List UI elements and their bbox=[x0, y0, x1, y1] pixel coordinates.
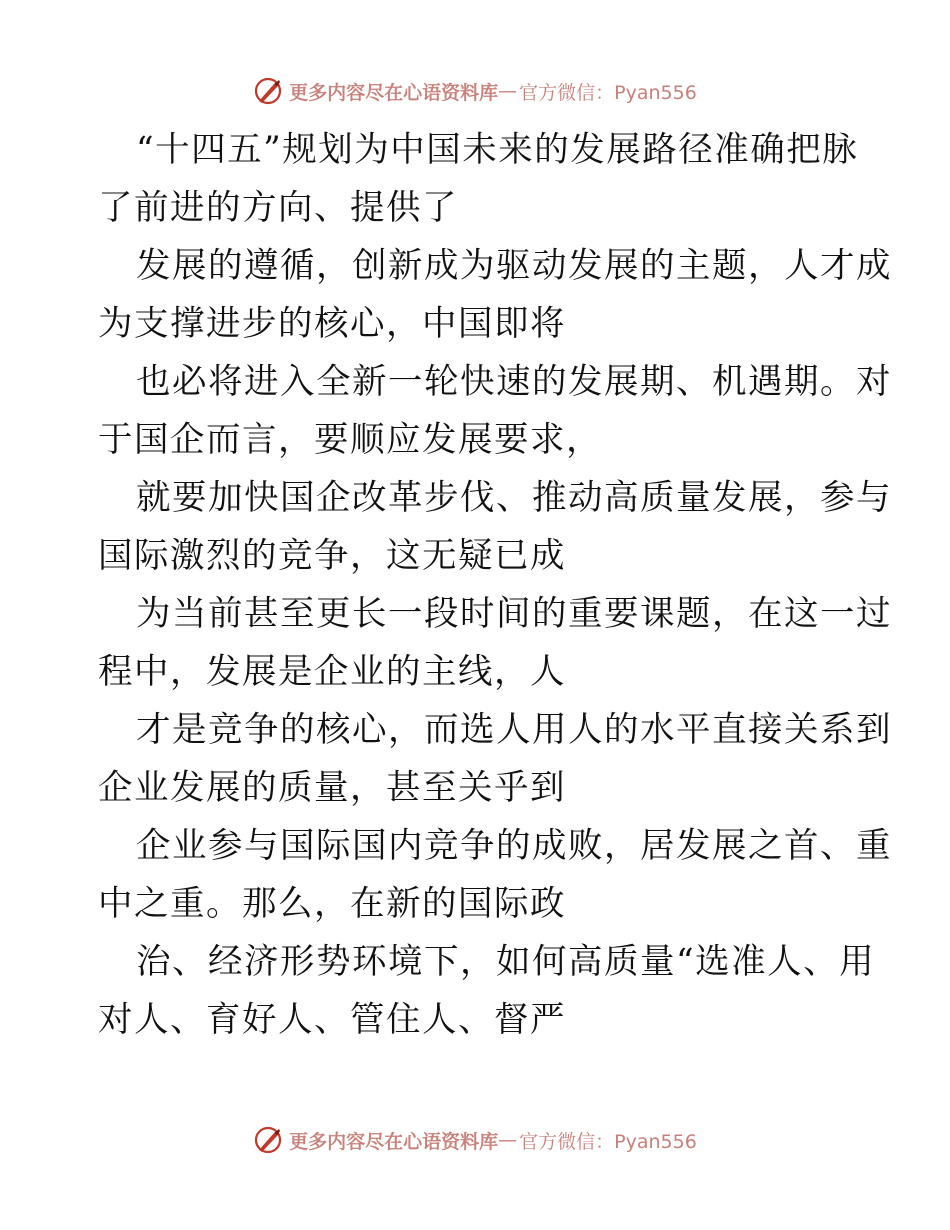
header-watermark bbox=[0, 73, 950, 109]
quill-logo-icon bbox=[253, 76, 283, 106]
watermark-text: 更多内容尽在心语资料库 bbox=[289, 81, 499, 104]
paragraph-line: 中之重。那么，在新的国际政 bbox=[98, 884, 566, 924]
paragraph-line: 程中，发展是企业的主线，人 bbox=[98, 652, 566, 692]
paragraph bbox=[98, 701, 892, 817]
paragraph bbox=[98, 933, 876, 1049]
paragraph bbox=[98, 353, 892, 469]
watermark-dash: — bbox=[498, 80, 518, 102]
paragraph-line: 才是竞争的核心，而选人用人的水平直接关系到 bbox=[136, 710, 892, 750]
paragraph-line: 于国企而言，要顺应发展要求， bbox=[98, 420, 602, 460]
paragraph-line: 对人、育好人、管住人、督严 bbox=[98, 1000, 566, 1040]
paragraph-line: 企业参与国际国内竞争的成败，居发展之首、重 bbox=[136, 826, 892, 866]
paragraph-line: 为支撑进步的核心，中国即将 bbox=[98, 304, 566, 344]
paragraph-line: 发展的遵循，创新成为驱动发展的主题，人才成 bbox=[136, 246, 892, 286]
paragraph-line: 了前进的方向、提供了 bbox=[98, 188, 458, 228]
paragraph-line: 为当前甚至更长一段时间的重要课题，在这一过 bbox=[136, 594, 892, 634]
paragraph bbox=[98, 469, 892, 585]
watermark-contact: 官方微信：Pyan556 bbox=[519, 81, 697, 104]
watermark-contact: 官方微信：Pyan556 bbox=[519, 1130, 697, 1153]
paragraph-line: “十四五”规划为中国未来的发展路径准确把脉 bbox=[136, 130, 859, 170]
paragraph-line: 企业发展的质量，甚至关乎到 bbox=[98, 768, 566, 808]
body-text bbox=[98, 121, 892, 1049]
watermark-dash: — bbox=[498, 1129, 518, 1151]
paragraph-line: 国际激烈的竞争，这无疑已成 bbox=[98, 536, 566, 576]
paragraph bbox=[98, 585, 892, 701]
paragraph-line: 就要加快国企改革步伐、推动高质量发展，参与 bbox=[136, 478, 892, 518]
watermark-text: 更多内容尽在心语资料库 bbox=[289, 1130, 499, 1153]
paragraph-line: 治、经济形势环境下，如何高质量“选准人、用 bbox=[136, 942, 876, 982]
quill-logo-icon bbox=[253, 1125, 283, 1155]
footer-watermark bbox=[0, 1122, 950, 1158]
paragraph bbox=[98, 121, 858, 237]
paragraph bbox=[98, 817, 892, 933]
paragraph-line: 也必将进入全新一轮快速的发展期、机遇期。对 bbox=[136, 362, 892, 402]
paragraph bbox=[98, 237, 892, 353]
